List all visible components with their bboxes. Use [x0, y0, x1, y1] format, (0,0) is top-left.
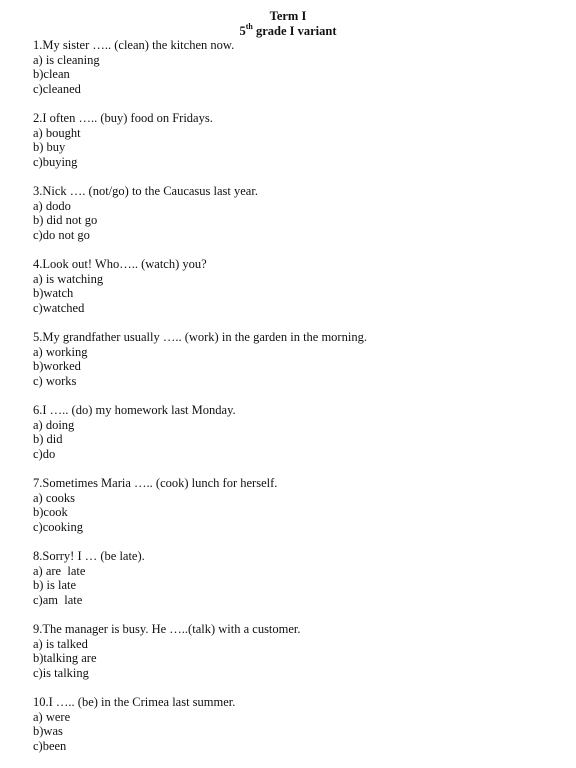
option-a: a) were	[33, 709, 71, 724]
question-1	[33, 38, 563, 111]
option-b: b)talking are	[33, 651, 97, 666]
option-b: b) did not go	[33, 213, 98, 228]
question-3	[33, 184, 563, 257]
question-text: 4.Look out! Who….. (watch) you?	[33, 257, 207, 271]
question-text: 7.Sometimes Maria ….. (cook) lunch for herself.	[33, 476, 278, 490]
option-a: a) dodo	[33, 198, 71, 213]
question-4	[33, 257, 563, 330]
option-c: c)am late	[33, 592, 83, 607]
option-a: a) are late	[33, 563, 86, 578]
question-text: 6.I ….. (do) my homework last Monday.	[33, 403, 236, 417]
option-b: b) buy	[33, 140, 66, 155]
option-a: a) is talked	[33, 636, 88, 651]
question-text: 10.I ….. (be) in the Crimea last summer.	[33, 695, 236, 709]
option-b: b)watch	[33, 286, 74, 301]
page-subtitle	[0, 21, 576, 38]
grade-number: 5	[239, 24, 246, 38]
option-c: c)watched	[33, 300, 85, 315]
option-a: a) is watching	[33, 271, 104, 286]
question-6	[33, 403, 563, 476]
question-10	[33, 695, 563, 768]
option-c: c)cooking	[33, 519, 83, 534]
question-8	[33, 549, 563, 622]
question-text: 8.Sorry! I … (be late).	[33, 549, 145, 563]
option-b: b)was	[33, 724, 63, 739]
question-2	[33, 111, 563, 184]
option-a: a) bought	[33, 125, 81, 140]
question-text: 3.Nick …. (not/go) to the Caucasus last year.	[33, 184, 258, 198]
option-c: c)do	[33, 446, 56, 461]
option-a: a) cooks	[33, 490, 75, 505]
option-a: a) is cleaning	[33, 52, 100, 67]
question-text: 9.The manager is busy. He …..(talk) with a customer.	[33, 622, 301, 636]
question-text: 2.I often ….. (buy) food on Fridays.	[33, 111, 213, 125]
question-9	[33, 622, 563, 695]
option-c: c) works	[33, 373, 77, 388]
question-5	[33, 330, 563, 403]
option-c: c)cleaned	[33, 81, 81, 96]
option-b: b)cook	[33, 505, 68, 520]
option-b: b) did	[33, 432, 63, 447]
subtitle-rest: grade I variant	[252, 24, 337, 38]
question-text: 1.My sister ….. (clean) the kitchen now.	[33, 38, 235, 52]
option-c: c)do not go	[33, 227, 90, 242]
question-text: 5.My grandfather usually ….. (work) in the garden in the morning.	[33, 330, 367, 344]
option-b: b) is late	[33, 578, 77, 593]
option-a: a) working	[33, 344, 88, 359]
question-7	[33, 476, 563, 549]
option-b: b)clean	[33, 67, 70, 82]
option-b: b)worked	[33, 359, 81, 374]
question-list	[33, 38, 563, 768]
option-a: a) doing	[33, 417, 75, 432]
grade-ordinal-suffix: th	[245, 21, 253, 31]
option-c: c)been	[33, 738, 67, 753]
option-c: c)is talking	[33, 665, 89, 680]
page-title: Term I	[269, 9, 307, 23]
option-c: c)buying	[33, 154, 78, 169]
